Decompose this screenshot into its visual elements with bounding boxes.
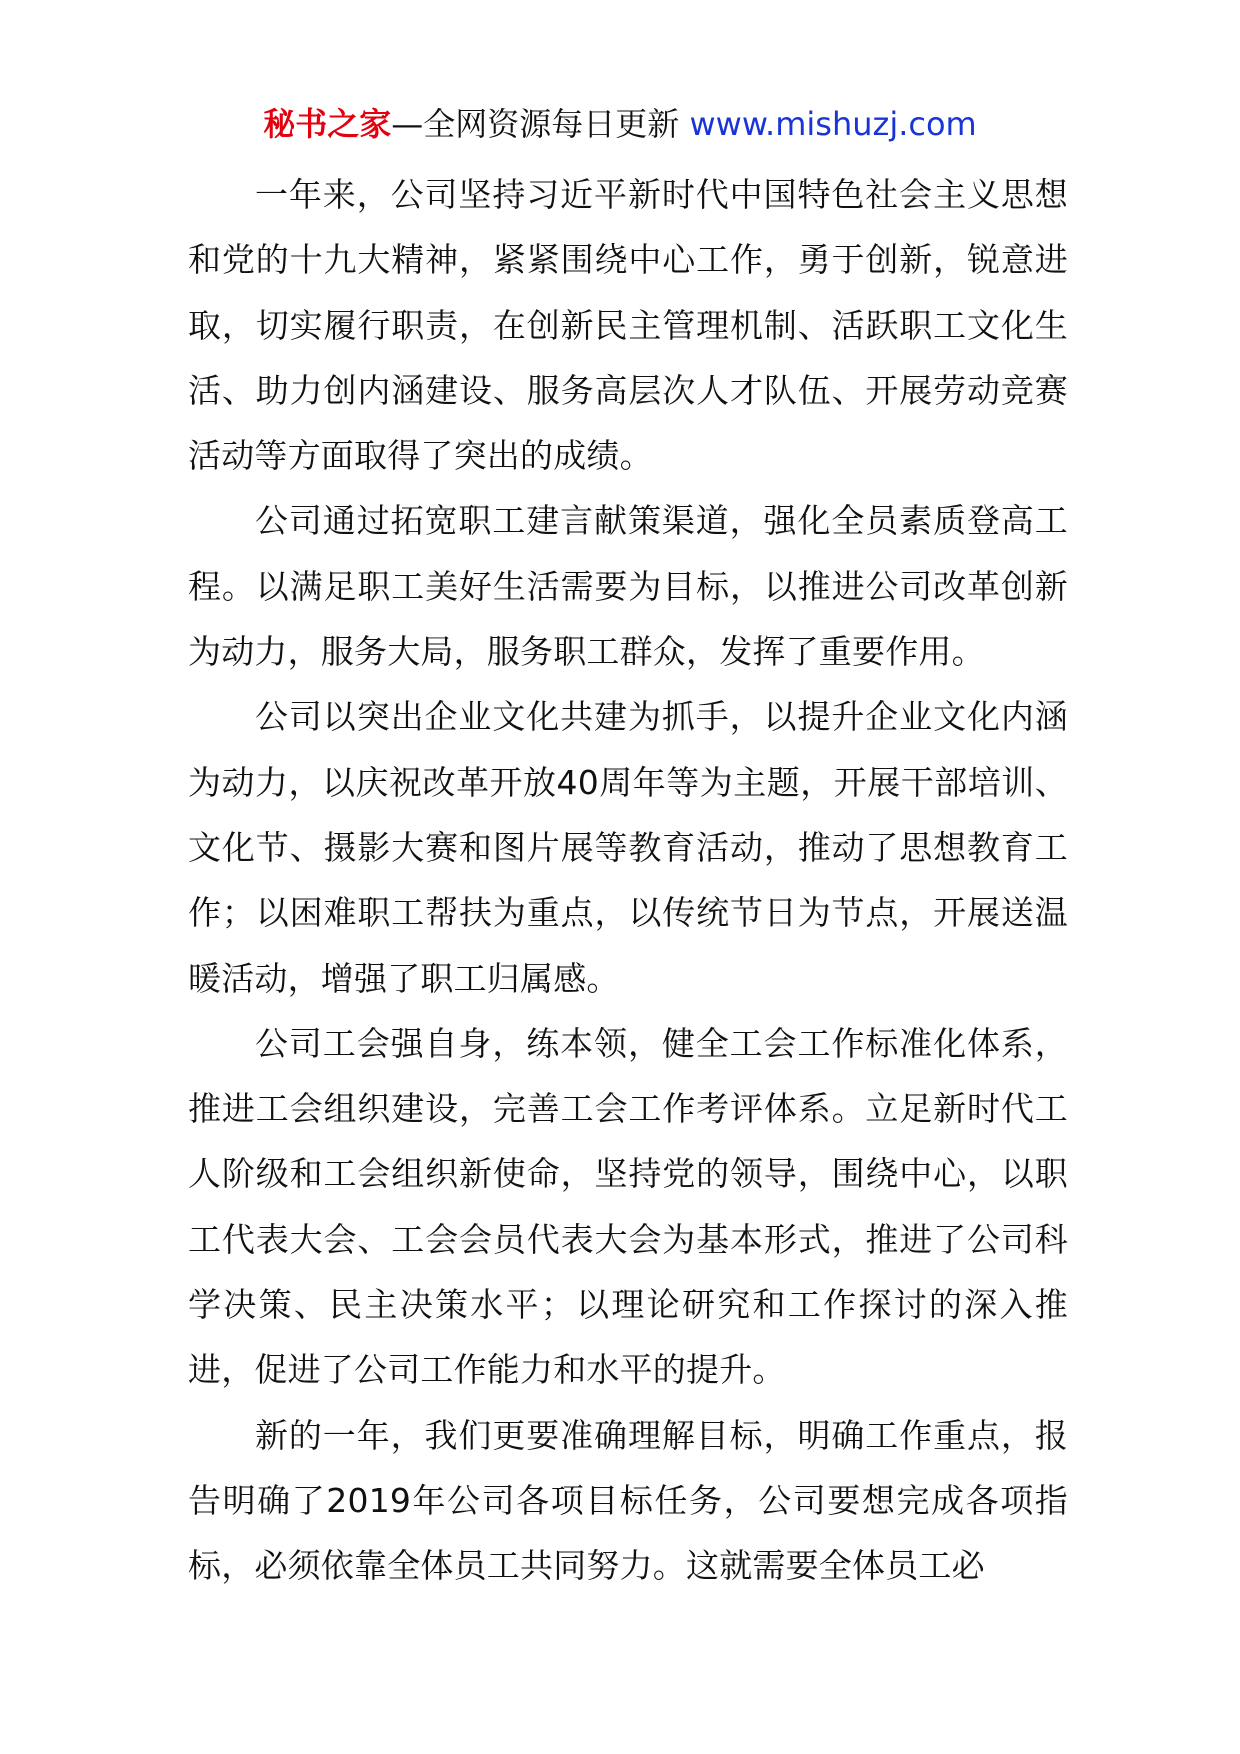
paragraph-1: 一年来，公司坚持习近平新时代中国特色社会主义思想和党的十九大精神，紧紧围绕中心工作，勇于创新，锐意进取，切实履行职责，在创新民主管理机制、活跃职工文化生活、助力创内涵建设、服务高层次人才队伍、开展劳动竞赛活动等方面取得了突出的成绩。 <box>188 175 1068 476</box>
brand-name: 秘书之家 <box>263 105 392 143</box>
watermark-header <box>0 102 1240 146</box>
header-tagline: —全网资源每日更新 <box>391 105 680 143</box>
paragraph-5: 新的一年，我们更要准确理解目标，明确工作重点，报告明确了2019年公司各项目标任务，公司要想完成各项指标，必须依靠全体员工共同努力。这就需要全体员工必 <box>188 1415 1068 1586</box>
paragraph-4: 公司工会强自身，练本领，健全工会工作标准化体系，推进工会组织建设，完善工会工作考评体系。立足新时代工人阶级和工会组织新使命，坚持党的领导，围绕中心，以职工代表大会、工会会员代表大会为基本形式，推进了公司科学决策、民主决策水平；以理论研究和工作探讨的深入推进，促进了公司工作能力和水平的提升。 <box>188 1023 1068 1390</box>
site-url: www.mishuzj.com <box>689 105 977 143</box>
document-body <box>188 162 1068 1599</box>
paragraph-2: 公司通过拓宽职工建言献策渠道，强化全员素质登高工程。以满足职工美好生活需要为目标，以推进公司改革创新为动力，服务大局，服务职工群众，发挥了重要作用。 <box>188 501 1068 672</box>
paragraph-3: 公司以突出企业文化共建为抓手，以提升企业文化内涵为动力，以庆祝改革开放40周年等为主题，开展干部培训、文化节、摄影大赛和图片展等教育活动，推动了思想教育工作；以困难职工帮扶为重点，以传统节日为节点，开展送温暖活动，增强了职工归属感。 <box>188 697 1068 998</box>
